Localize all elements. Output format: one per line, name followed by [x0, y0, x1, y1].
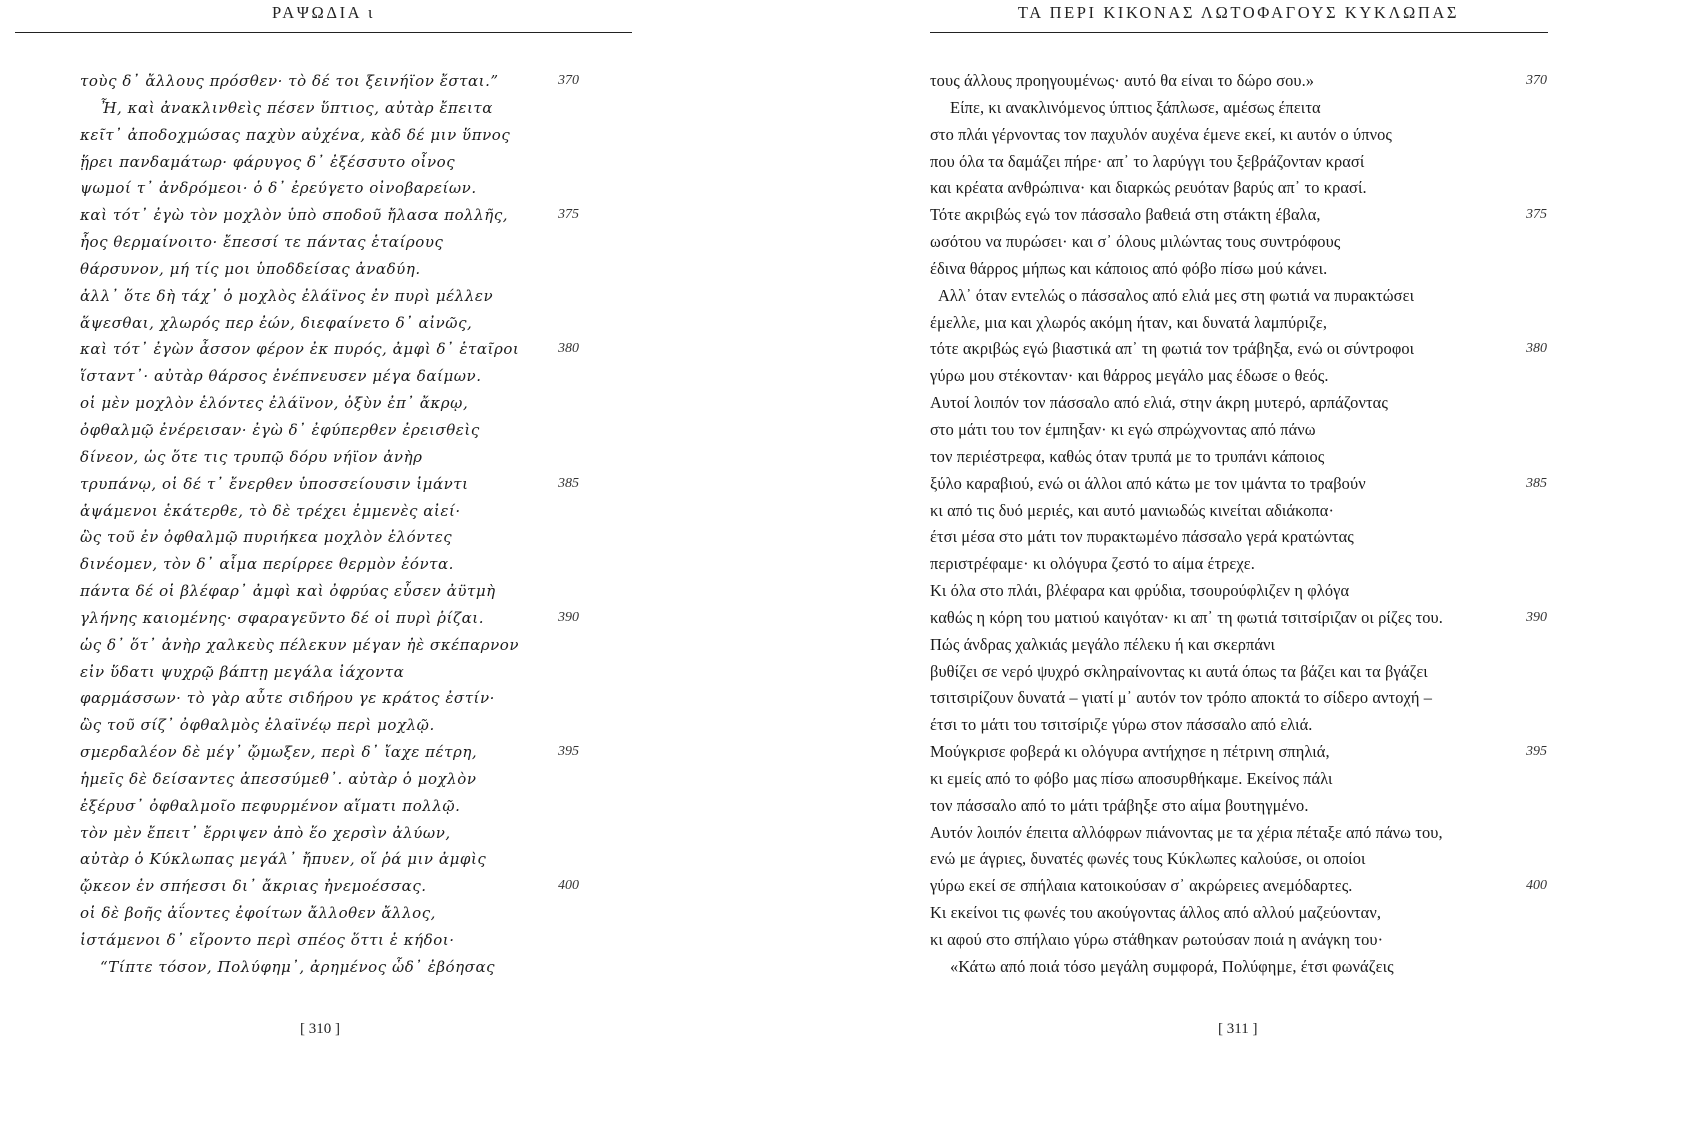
verse-line [930, 229, 1550, 256]
verse-text: ἅψεσθαι, χλωρός περ ἐών, διεφαίνετο δ᾽ αἰνῶς, [80, 313, 473, 332]
line-number: 390 [1526, 609, 1547, 625]
verse-line [80, 927, 590, 954]
verse-text: τοὺς δ᾽ ἄλλους πρόσθεν· τὸ δέ τοι ξεινήϊον ἔσται.” [80, 72, 499, 90]
verse-line [80, 336, 590, 363]
verse-line [930, 363, 1550, 390]
line-number: 380 [1526, 341, 1547, 357]
verse-text: τὸν μὲν ἔπειτ᾽ ἔρριψεν ἀπὸ ἕο χερσὶν ἀλύων, [80, 823, 451, 842]
line-number: 395 [1526, 744, 1547, 760]
verse-line [80, 122, 590, 149]
verse-text: ᾕρει πανδαμάτωρ· φάρυγος δ᾽ ἐξέσσυτο οἶνος [80, 152, 456, 171]
verse-line [80, 578, 590, 605]
line-number: 375 [1526, 207, 1547, 223]
verse-text: καθώς η κόρη του ματιού καιγόταν· κι απ᾽ τη φωτιά τσιτσίριζαν οι ρίζες του. [930, 607, 1443, 627]
verse-text: αὐτὰρ ὁ Κύκλωπας μεγάλ᾽ ἤπυεν, οἵ ῥά μιν ἀμφὶς [80, 850, 487, 869]
verse-text: ὡς δ᾽ ὅτ᾽ ἀνὴρ χαλκεὺς πέλεκυν μέγαν ἠὲ σκέπαρνον [80, 635, 520, 654]
verse-text: γύρω μου στέκονταν· και θάρρος μεγάλο μας έδωσε ο θεός. [930, 366, 1329, 386]
running-head-left: ΡΑΨΩΔΙΑ ι [271, 3, 376, 22]
verse-line [930, 578, 1550, 605]
verse-line [930, 256, 1550, 283]
verse-line [80, 551, 590, 578]
verse-text: τότε ακριβώς εγώ βιαστικά απ᾽ τη φωτιά τον τράβηξα, ενώ οι σύντροφοι [930, 339, 1415, 359]
verse-text: Αυτοί λοιπόν τον πάσσαλο από ελιά, στην άκρη μυτερό, αρπάζοντας [930, 393, 1388, 413]
verse-line [930, 122, 1550, 149]
verse-line [80, 310, 590, 337]
verse-line [930, 793, 1550, 820]
verse-line [930, 739, 1550, 766]
verse-line [930, 149, 1550, 176]
verse-line [930, 68, 1550, 95]
verse-line [80, 712, 590, 739]
verse-text: τσιτσιρίζουν δυνατά – γιατί μ᾽ αυτόν τον τρόπο αποκτά το σίδερο αντοχή – [930, 688, 1433, 708]
verse-text: ωσότου να πυρώσει· και σ᾽ όλους μιλώντας τους συντρόφους [930, 232, 1341, 252]
verse-line [930, 444, 1550, 471]
verse-text: στο μάτι του τον έμπηξαν· κι εγώ σπρώχνοντας από πάνω [930, 419, 1316, 439]
verse-text: και κρέατα ανθρώπινα· και διαρκώς ρευόταν βαρύς απ᾽ το κρασί. [930, 178, 1367, 198]
verse-text: ἀλλ᾽ ὅτε δὴ τάχ᾽ ὁ μοχλὸς ἐλάϊνος ἐν πυρὶ μέλλεν [80, 286, 494, 305]
verse-text: Κι εκείνοι τις φωνές του ακούγοντας άλλος από αλλού μαζεύονταν, [930, 903, 1382, 923]
line-number: 385 [558, 475, 579, 491]
verse-line [930, 927, 1550, 954]
verse-line [80, 659, 590, 686]
verse-line [930, 659, 1550, 686]
verse-text: Μούγκρισε φοβερά κι ολόγυρα αντήχησε η πέτρινη σπηλιά, [930, 742, 1330, 762]
verse-line [80, 498, 590, 525]
verse-line [80, 175, 590, 202]
verse-text: ενώ με άγριες, δυνατές φωνές τους Κύκλωπες καλούσε, οι οποίοι [930, 849, 1366, 869]
running-head-right: ΤΑ ΠΕΡΙ ΚΙΚΟΝΑΣ ΛΩΤΟΦΑΓΟΥΣ ΚΥΚΛΩΠΑΣ [1017, 3, 1460, 22]
verse-text: βυθίζει σε νερό ψυχρό σκληραίνοντας κι αυτά όπως τα βάζει και τα βγάζει [930, 661, 1428, 681]
verse-block-ancient-greek [80, 68, 590, 981]
verse-line [80, 846, 590, 873]
verse-text: εἰν ὕδατι ψυχρῷ βάπτῃ μεγάλα ἰάχοντα [80, 662, 405, 681]
verse-line [930, 95, 1550, 122]
verse-text: έτσι το μάτι του τσιτσίριζε γύρω στον πάσσαλο από ελιά. [930, 715, 1313, 735]
verse-text: ἵσταντ᾽· αὐτὰρ θάρσος ἐνέπνευσεν μέγα δαίμων. [80, 367, 482, 386]
verse-line [930, 310, 1550, 337]
verse-line [930, 820, 1550, 847]
line-number: 370 [558, 73, 579, 88]
verse-text: οἱ δὲ βοῆς ἀΐοντες ἐφοίτων ἄλλοθεν ἄλλος, [80, 904, 436, 923]
verse-text: ἡμεῖς δὲ δείσαντες ἀπεσσύμεθ᾽. αὐτὰρ ὁ μοχλὸν [80, 769, 477, 788]
verse-line [80, 605, 590, 632]
verse-text: κι εμείς από το φόβο μας πίσω αποσυρθήκαμε. Εκείνος πάλι [930, 768, 1333, 788]
verse-text: Τότε ακριβώς εγώ τον πάσσαλο βαθειά στη στάκτη έβαλα, [930, 205, 1321, 225]
verse-text: ξύλο καραβιού, ενώ οι άλλοι από κάτω με τον ιμάντα το τραβούν [930, 473, 1366, 493]
verse-text: ἐξέρυσ᾽ ὀφθαλμοῖο πεφυρμένον αἵματι πολλῷ. [80, 796, 461, 815]
verse-text: κι αφού στο σπήλαιο γύρω στάθηκαν ρωτούσαν ποιά η ανάγκη του· [930, 930, 1384, 949]
verse-line [930, 873, 1550, 900]
verse-text: στο πλάι γέρνοντας τον παχυλόν αυχένα έμενε εκεί, κι αυτόν ο ύπνος [930, 124, 1392, 144]
verse-line [930, 524, 1550, 551]
verse-text: ὣς τοῦ σίζ᾽ ὀφθαλμὸς ἐλαϊνέῳ περὶ μοχλῷ. [80, 716, 435, 735]
verse-text: κεῖτ᾽ ἀποδοχμώσας παχὺν αὐχένα, κὰδ δέ μιν ὕπνος [80, 125, 511, 144]
line-number: 395 [558, 744, 579, 760]
verse-line [80, 256, 590, 283]
verse-text: ἱστάμενοι δ᾽ εἴροντο περὶ σπέος ὅττι ἑ κήδοι· [80, 931, 455, 949]
line-number: 375 [558, 207, 579, 223]
verse-text: ἁψάμενοι ἑκάτερθε, τὸ δὲ τρέχει ἐμμενὲς αἰεί· [80, 501, 461, 520]
verse-text: τους άλλους προηγουμένως· αυτό θα είναι το δώρο σου.» [930, 71, 1315, 90]
page-number-left: [ 310 ] [300, 1021, 340, 1037]
verse-text: Είπε, κι ανακλινόμενος ύπτιος ξάπλωσε, αμέσως έπειτα [950, 97, 1321, 117]
verse-line [80, 149, 590, 176]
verse-text: τον περιέστρεφα, καθώς όταν τρυπά με το τρυπάνι κάποιος [930, 446, 1325, 466]
verse-text: Αλλ᾽ όταν εντελώς ο πάσσαλος από ελιά μες στη φωτιά να πυρακτώσει [938, 285, 1415, 305]
verse-line [80, 685, 590, 712]
verse-text: γύρω εκεί σε σπήλαια κατοικούσαν σ᾽ ακρώρειες ανεμόδαρτες. [930, 876, 1353, 896]
line-number: 390 [558, 609, 579, 625]
page-number-right: [ 311 ] [1218, 1021, 1258, 1037]
verse-line [930, 900, 1550, 927]
verse-text: ὣς τοῦ ἐν ὀφθαλμῷ πυριήκεα μοχλὸν ἑλόντες [80, 528, 453, 547]
verse-line [80, 900, 590, 927]
line-number: 385 [1526, 475, 1547, 491]
verse-line [80, 283, 590, 310]
verse-line [930, 766, 1550, 793]
verse-line [930, 390, 1550, 417]
verse-text: πάντα δέ οἱ βλέφαρ᾽ ἀμφὶ καὶ ὀφρύας εὗσεν ἀϋτμὴ [80, 582, 496, 601]
verse-text: Ἦ, καὶ ἀνακλινθεὶς πέσεν ὕπτιος, αὐτὰρ ἔπειτα [100, 98, 493, 117]
verse-text: γλήνης καιομένης· σφαραγεῦντο δέ οἱ πυρὶ ῥίζαι. [80, 608, 485, 627]
verse-text: Πώς άνδρας χαλκιάς μεγάλο πέλεκυ ή και σκερπάνι [930, 634, 1276, 654]
verse-text: ἧος θερμαίνοιτο· ἔπεσσί τε πάντας ἑταίρους [80, 233, 444, 252]
verse-line [930, 954, 1550, 981]
verse-line [930, 202, 1550, 229]
verse-line [80, 471, 590, 498]
verse-line [80, 793, 590, 820]
verse-text: ψωμοί τ᾽ ἀνδρόμεοι· ὁ δ᾽ ἐρεύγετο οἰνοβαρείων. [80, 179, 477, 198]
verse-line [80, 417, 590, 444]
verse-text: Αυτόν λοιπόν έπειτα αλλόφρων πιάνοντας με τα χέρια πέταξε από πάνω του, [930, 822, 1443, 842]
verse-line [930, 685, 1550, 712]
verse-line [930, 712, 1550, 739]
verse-text: έτσι μέσα στο μάτι τον πυρακτωμένο πάσσαλο γερά κρατώντας [930, 527, 1354, 547]
verse-line [930, 471, 1550, 498]
verse-text: τον πάσσαλο από το μάτι τράβηξε στο αίμα βουτηγμένο. [930, 795, 1309, 815]
verse-line [80, 444, 590, 471]
verse-text: δινέομεν, τὸν δ᾽ αἷμα περίρρεε θερμὸν ἐόντα. [80, 555, 455, 574]
verse-text: θάρσυνον, μή τίς μοι ὑποδδείσας ἀναδύη. [80, 259, 421, 278]
verse-line [80, 390, 590, 417]
verse-line [80, 632, 590, 659]
verse-text: Κι όλα στο πλάι, βλέφαρα και φρύδια, τσουρούφλιζεν η φλόγα [930, 581, 1350, 601]
verse-text: που όλα τα δαμάζει πήρε· απ᾽ το λαρύγγι του ξεβράζονταν κρασί [930, 151, 1365, 171]
right-page-modern-translation [900, 0, 1690, 1144]
verse-text: οἱ μὲν μοχλὸν ἑλόντες ἐλάϊνον, ὀξὺν ἐπ᾽ ἄκρῳ, [80, 394, 469, 413]
verse-line [80, 524, 590, 551]
verse-block-modern-greek [930, 68, 1550, 981]
line-number: 370 [1526, 73, 1547, 88]
verse-line [930, 551, 1550, 578]
verse-line [80, 739, 590, 766]
verse-line [80, 363, 590, 390]
header-rule-left [15, 32, 632, 33]
verse-line [930, 605, 1550, 632]
verse-text: σμερδαλέον δὲ μέγ᾽ ᾤμωξεν, περὶ δ᾽ ἴαχε πέτρη, [80, 743, 478, 762]
verse-line [80, 873, 590, 900]
verse-text: φαρμάσσων· τὸ γὰρ αὖτε σιδήρου γε κράτος ἐστίν· [80, 689, 495, 708]
verse-text: καὶ τότ᾽ ἐγὼν ἆσσον φέρον ἐκ πυρός, ἀμφὶ δ᾽ ἑταῖροι [80, 340, 520, 359]
verse-text: έμελλε, μια και χλωρός ακόμη ήταν, και δυνατά λαμπύριζε, [930, 312, 1328, 332]
verse-text: “Τίπτε τόσον, Πολύφημ᾽, ἀρημένος ὧδ᾽ ἐβόησας [100, 957, 496, 976]
verse-line [930, 175, 1550, 202]
verse-text: δίνεον, ὡς ὅτε τις τρυπῷ δόρυ νήϊον ἀνὴρ [80, 447, 423, 466]
verse-line [80, 766, 590, 793]
verse-text: έδινα θάρρος μήπως και κάποιος από φόβο πίσω μού κάνει. [930, 258, 1328, 278]
verse-line [80, 95, 590, 122]
line-number: 400 [558, 878, 579, 894]
verse-line [930, 632, 1550, 659]
verse-line [80, 202, 590, 229]
verse-line [930, 846, 1550, 873]
verse-line [80, 229, 590, 256]
verse-line [80, 68, 590, 95]
verse-text: «Κάτω από ποιά τόσο μεγάλη συμφορά, Πολύφημε, έτσι φωνάζεις [950, 956, 1394, 976]
line-number: 400 [1526, 878, 1547, 894]
left-page-greek-original [0, 0, 660, 1144]
verse-text: καὶ τότ᾽ ἐγὼ τὸν μοχλὸν ὑπὸ σποδοῦ ἤλασα πολλῆς, [80, 206, 509, 225]
verse-line [930, 498, 1550, 525]
verse-text: ὀφθαλμῷ ἐνέρεισαν· ἐγὼ δ᾽ ἐφύπερθεν ἐρεισθεὶς [80, 420, 480, 439]
verse-text: τρυπάνῳ, οἱ δέ τ᾽ ἔνερθεν ὑποσσείουσιν ἱμάντι [80, 474, 469, 493]
verse-line [930, 283, 1550, 310]
verse-line [80, 954, 590, 981]
verse-line [80, 820, 590, 847]
verse-text: περιστρέφαμε· κι ολόγυρα ζεστό το αίμα έτρεχε. [930, 554, 1255, 574]
verse-text: ᾤκεον ἐν σπήεσσι δι᾽ ἄκριας ἠνεμοέσσας. [80, 877, 427, 896]
verse-text: κι από τις δυό μεριές, και αυτό μανιωδώς κινείται αδιάκοπα· [930, 500, 1335, 520]
verse-line [930, 336, 1550, 363]
verse-line [930, 417, 1550, 444]
header-rule-right [930, 32, 1548, 33]
line-number: 380 [558, 341, 579, 357]
